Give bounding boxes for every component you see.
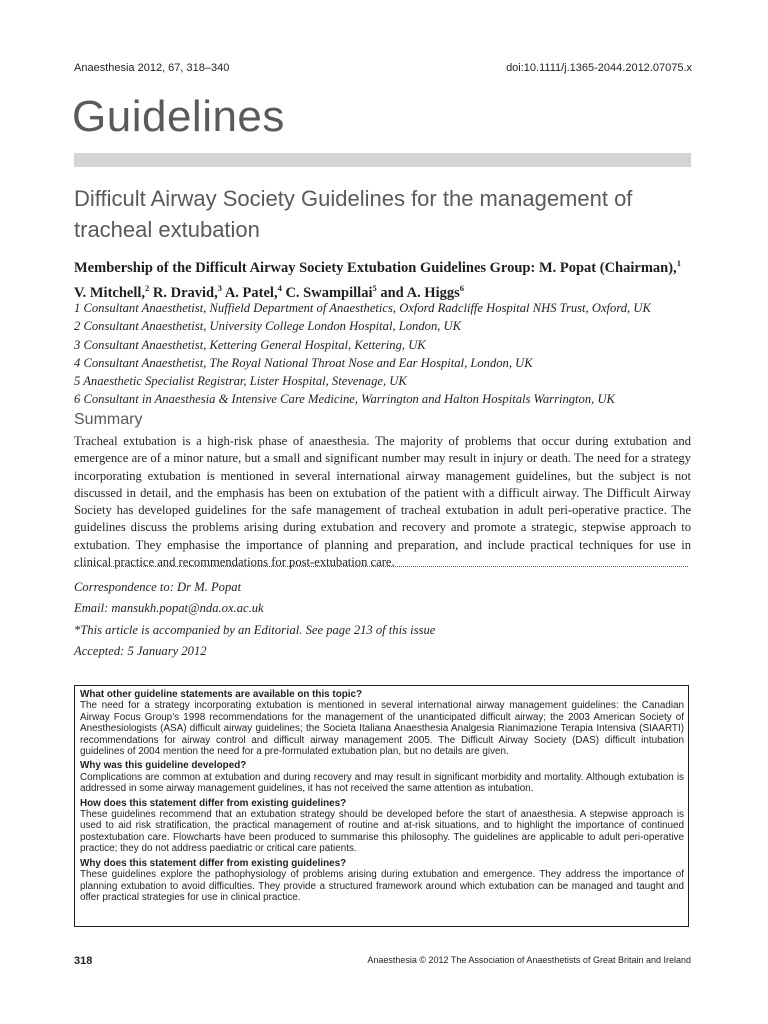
section-divider-bar <box>74 153 691 167</box>
key-points-box <box>74 685 689 927</box>
author-affil-sup: 1 <box>676 258 681 268</box>
affiliation-item: 3 Consultant Anaesthetist, Kettering General Hospital, Kettering, UK <box>74 337 426 352</box>
box-question: What other guideline statements are available on this topic? <box>80 689 363 700</box>
footer-journal: Anaesthesia © 2012 The Association of Anaesthetists of Great Britain and Ireland <box>367 955 691 965</box>
affiliation-item: 1 Consultant Anaesthetist, Nuffield Department of Anaesthetics, Oxford Radcliffe Hospital NHS Trust, Oxford, UK <box>74 301 651 315</box>
dotted-divider <box>74 566 688 567</box>
section-title: Guidelines <box>72 92 285 141</box>
summary-text: Tracheal extubation is a high-risk phase of anaesthesia. The majority of problems that occur during extubation and emergence are of a minor nature, but a small and significant number may result in injury or death. The need for a strategy incorporating extubation is mentioned in several international airway management guidelines, but the subject is not discussed in detail, and the emphasis has been on extubation of the patient with a difficult airway. The Difficult Airway Society has developed guidelines for the safe management of tracheal extubation in adult peri-operative practice. The guidelines discuss the problems arising during extubation and recovery and promote a strategic, stepwise approach to extubation. They emphasise the importance of planning and preparation, and include practical techniques for use in clinical practice and recommendations for post-extubation care. <box>74 434 691 570</box>
affiliation-item: 4 Consultant Anaesthetist, The Royal National Throat Nose and Ear Hospital, London, UK <box>74 355 533 370</box>
authors-intro: Membership of the Difficult Airway Society Extubation Guidelines Group: M. Popat (Chairman), <box>74 259 677 276</box>
editorial-note: *This article is accompanied by an Editorial. See page 213 of this issue <box>74 622 436 637</box>
author-list <box>74 253 699 303</box>
author-affil-sup: 3 <box>217 282 222 293</box>
article-title: Difficult Airway Society Guidelines for the management of tracheal extubation <box>74 186 633 242</box>
affiliations <box>74 299 699 409</box>
author-and: and <box>380 284 404 301</box>
box-question: Why was this guideline developed? <box>80 760 247 772</box>
correspondence-email[interactable]: Email: mansukh.popat@nda.ox.ac.uk <box>74 601 264 616</box>
box-answer: These guidelines explore the pathophysiology of problems arising during extubation and emergence. They address the importance of planning extubation to avoid difficulties. They provide a structured framework around which extubation can be managed and taught and offer practical strategies for use in clinical practice. <box>80 869 684 903</box>
author-affil-sup: 4 <box>277 282 282 293</box>
box-answer: The need for a strategy incorporating extubation is mentioned in several international airway management guidelines: the Canadian Airway Focus Group’s 1998 recommendations for the management of the unanticipated difficult airway; the 2003 American Society of Anesthesiologists (ASA) difficult airway guidelines; the Societa Italiana Anaesthesia Analgesia Rianimazione Terapia Intensiva (SIAARTI) recommendations for airway control and difficult airway management 2005. The Difficult Airway Society (DAS) difficult intubation guidelines of 2004 mention the need for a pre-formulated extubation plan, but no details are given. <box>80 700 684 758</box>
correspondence-to: Correspondence to: Dr M. Popat <box>74 580 242 594</box>
box-answer: These guidelines recommend that an extubation strategy should be developed before the start of anaesthesia. A stepwise approach is used to aid risk stratification, the practical management of routine and at-risk situations, and to highlight the importance of continued postextubation care. Flowcharts have been produced to summarise this philosophy. The guidelines are applicable to adult peri-operative practice; they do not address paediatric or critical care patients. <box>80 809 684 855</box>
author-affil-sup: 2 <box>145 282 150 293</box>
affiliation-item: 6 Consultant in Anaesthesia & Intensive Care Medicine, Warrington and Halton Hospitals Warrington, UK <box>74 392 615 407</box>
doi-link[interactable]: doi:10.1111/j.1365-2044.2012.07075.x <box>506 62 692 74</box>
journal-reference: Anaesthesia 2012, 67, 318–340 <box>74 62 230 74</box>
accepted-date: Accepted: 5 January 2012 <box>74 643 207 658</box>
author-affil-sup: 5 <box>372 282 377 293</box>
author-name: R. Dravid, <box>152 284 218 301</box>
box-answer: Complications are common at extubation and during recovery and may result in significant morbidity and mortality. Although extubation is addressed in some airway management guidelines, it has not received the same attention as intubation. <box>80 771 684 795</box>
page-number: 318 <box>74 955 93 967</box>
affiliation-item: 2 Consultant Anaesthetist, University College London Hospital, London, UK <box>74 319 462 334</box>
author-name: A. Patel, <box>224 284 278 301</box>
author-name: V. Mitchell, <box>74 284 146 301</box>
author-affil-sup: 6 <box>459 282 464 293</box>
author-name: C. Swampillai <box>285 284 373 301</box>
affiliation-item: 5 Anaesthetic Specialist Registrar, Lister Hospital, Stevenage, UK <box>74 374 407 389</box>
correspondence-block <box>74 577 435 662</box>
box-question: Why does this statement differ from existing guidelines? <box>80 857 347 869</box>
box-question: How does this statement differ from existing guidelines? <box>80 797 347 809</box>
author-name: A. Higgs <box>406 284 460 301</box>
summary-heading: Summary <box>74 411 143 428</box>
